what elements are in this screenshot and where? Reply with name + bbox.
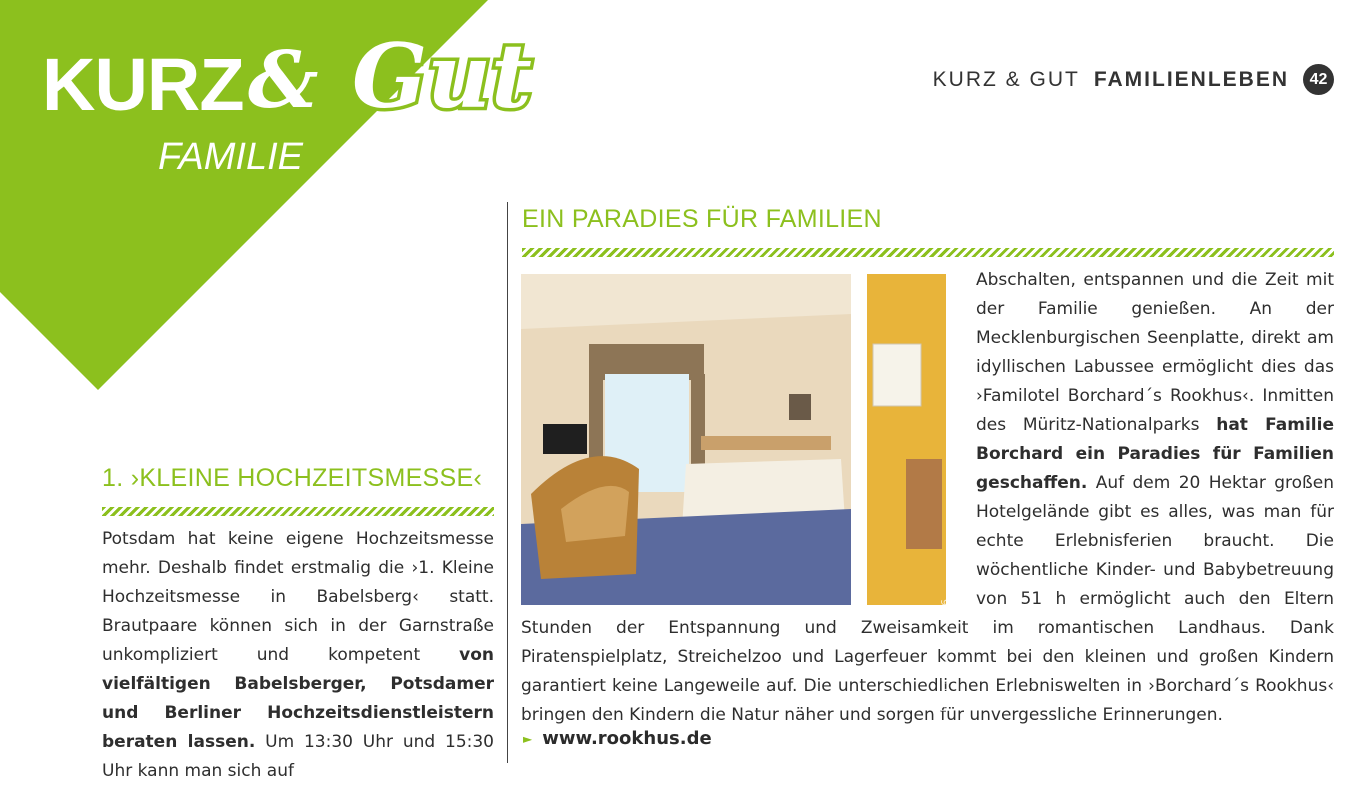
header-section: KURZ & GUT bbox=[932, 67, 1080, 91]
left-heading-stripe bbox=[102, 507, 494, 516]
arrow-right-icon: ► bbox=[523, 731, 533, 746]
right-article-body bbox=[521, 266, 1334, 730]
left-text-part-1: Potsdam hat keine eigene Hochzeitsmesse mehr. Deshalb findet erstmalig die ›1. Kleine Hochzeitsmesse in Babelsberg‹ statt. Brautpaare können sich in der Garnstraße unkompliziert und kompetent bbox=[102, 529, 494, 665]
website-link-row bbox=[523, 728, 712, 749]
left-article-heading: 1. ›KLEINE HOCHZEITSMESSE‹ bbox=[102, 464, 483, 492]
right-text-part-1: Abschalten, entspannen und die Zeit mit der Familie genießen. An der Mecklenburgischen Seenplatte, direkt am idyllischen Labussee ermöglicht dies das ›Familotel Borchard´s Rookhus‹. Inmitten des Müritz-Nationalparks bbox=[976, 270, 1334, 435]
photo-credit: Foto © joerg-ft 2016 bbox=[939, 599, 952, 713]
hotel-room-illustration bbox=[521, 274, 962, 605]
right-text-part-2: Auf dem 20 Hektar großen Hotelgelände gibt es alles, was man für echte Erlebnisferien braucht. Die wöchentliche Kinder- und Babybetreuung von 51 h ermöglicht auch den Eltern Stunden der Entspannung und Zweisamkeit im romantischen Landhaus. Dank Piratenspielplatz, Streichelzoo und Lagerfeuer kommt bei den kleinen und großen Kindern garantiert keine Langeweile auf. Die unterschiedlichen Erlebniswelten in ›Borchard´s Rookhus‹ bringen den Kindern die Natur näher und sorgen für unvergessliche Erinnerungen. bbox=[521, 473, 1334, 725]
page-number-badge: 42 bbox=[1303, 64, 1334, 95]
logo-ampersand: & bbox=[248, 35, 319, 126]
right-article-heading: EIN PARADIES FÜR FAMILIEN bbox=[522, 205, 882, 233]
column-divider bbox=[507, 202, 508, 763]
right-heading-stripe bbox=[522, 248, 1334, 257]
logo-subtitle: FAMILIE bbox=[158, 136, 303, 178]
logo-word-gut: Gut bbox=[352, 24, 532, 128]
logo-word-kurz: KURZ bbox=[42, 43, 244, 126]
website-link[interactable]: www.rookhus.de bbox=[542, 728, 712, 749]
left-article-body bbox=[102, 525, 494, 786]
right-text-bold: hat Familie Borchard ein Paradies für Familien geschaffen. bbox=[976, 415, 1334, 493]
left-text-bold: von vielfältigen Babelsberger, Potsdamer und Berliner Hochzeitsdienstleistern beraten lassen. bbox=[102, 645, 494, 752]
left-text-part-2: Um 13:30 Uhr und 15:30 Uhr kann man sich auf bbox=[102, 732, 494, 781]
header-category: FAMILIENLEBEN bbox=[1093, 67, 1289, 91]
running-header bbox=[933, 64, 1334, 95]
